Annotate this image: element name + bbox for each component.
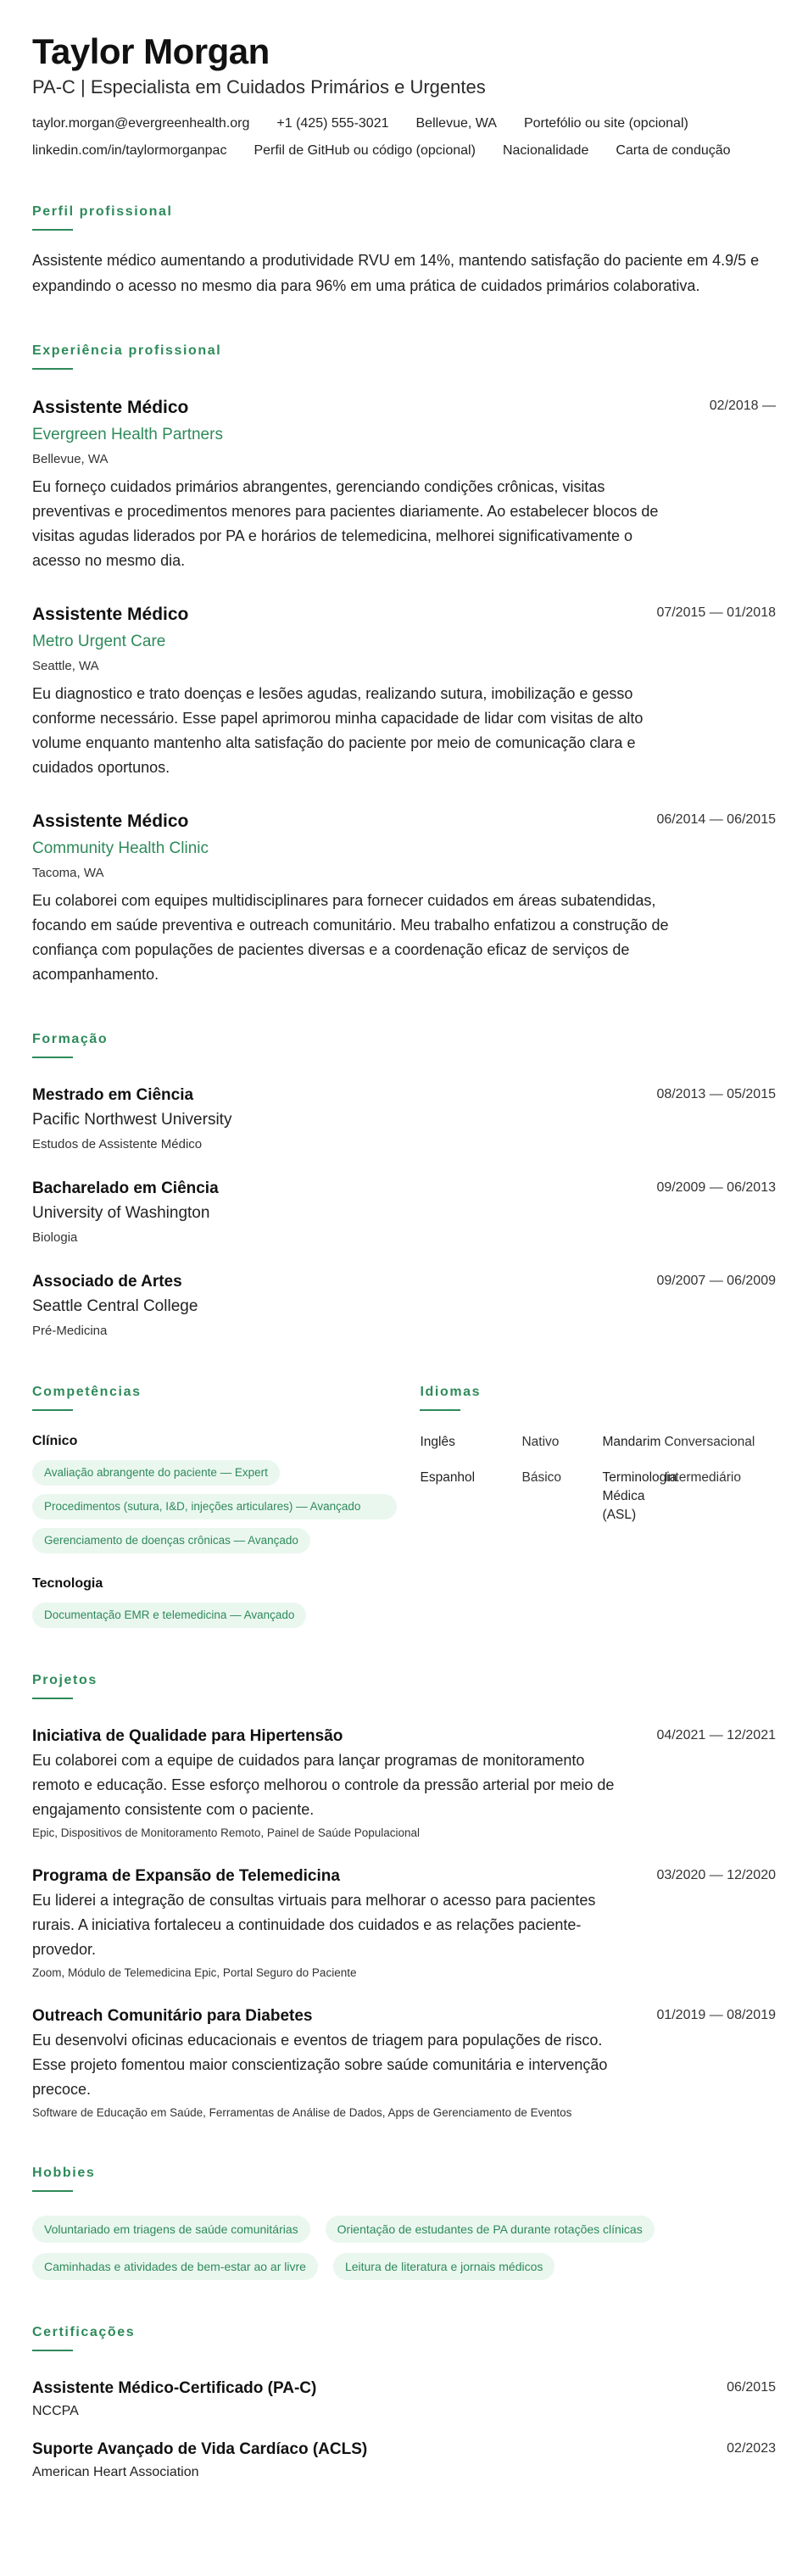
- section-divider: [32, 229, 73, 231]
- job-dates: 07/2015 — 01/2018: [656, 605, 776, 620]
- education-section: [32, 1031, 776, 1340]
- language-name: Espanhol: [420, 1470, 476, 1485]
- skills-languages-row: [32, 1340, 776, 1628]
- project-description: Eu colaborei com a equipe de cuidados para lançar programas de monitoramento remoto e educação. Esse esforço melhorou o controle da pressão arterial por meio de engajamento consistente com o paciente.: [32, 1752, 615, 1818]
- languages-table: [420, 1433, 776, 1525]
- contact-list: [32, 115, 778, 159]
- hobby-tag: Leitura de literatura e jornais médicos: [333, 2253, 554, 2280]
- contact-email[interactable]: taylor.morgan@evergreenhealth.org: [32, 116, 250, 131]
- hobbies-section: [32, 2165, 776, 2280]
- language-level: Básico: [521, 1470, 562, 1485]
- section-divider: [32, 1698, 73, 1699]
- hobby-tag: Orientação de estudantes de PA durante rotações clínicas: [326, 2216, 655, 2243]
- experience-item: [32, 811, 776, 987]
- certification-date: 06/2015: [727, 2380, 776, 2395]
- project-description: Eu liderei a integração de consultas virtuais para melhorar o acesso para pacientes rurais. A iniciativa fortaleceu a continuidade dos cuidados e as relações paciente-provedor.: [32, 1892, 596, 1958]
- hobby-tag: Voluntariado em triagens de saúde comunitárias: [32, 2216, 310, 2243]
- section-title-languages: Idiomas: [420, 1385, 482, 1399]
- project-name: Outreach Comunitário para Diabetes: [32, 2007, 313, 2025]
- job-role: Assistente Médico: [32, 811, 189, 831]
- project-dates: 03/2020 — 12/2020: [656, 1868, 776, 1882]
- education-dates: 09/2009 — 06/2013: [656, 1180, 776, 1195]
- education-dates: 09/2007 — 06/2009: [656, 1274, 776, 1288]
- education-item: [32, 1272, 776, 1340]
- language-name: Mandarim: [602, 1435, 661, 1449]
- job-role: Assistente Médico: [32, 398, 189, 417]
- job-dates: 06/2014 — 06/2015: [656, 812, 776, 827]
- job-dates: 02/2018 —: [709, 399, 776, 413]
- job-company: Evergreen Health Partners: [32, 426, 223, 443]
- experience-section: [32, 343, 776, 987]
- candidate-name: Taylor Morgan: [32, 31, 270, 71]
- project-item: [32, 1726, 776, 1841]
- job-role: Assistente Médico: [32, 605, 189, 624]
- project-technologies: Software de Educação em Saúde, Ferramentas de Análise de Dados, Apps de Gerenciamento de Eventos: [32, 2106, 572, 2119]
- contact-github[interactable]: Perfil de GitHub ou código (opcional): [254, 143, 476, 158]
- education-field: Estudos de Assistente Médico: [32, 1137, 203, 1151]
- certification-item: [32, 2378, 776, 2421]
- language-name: Inglês: [420, 1435, 455, 1449]
- project-technologies: Zoom, Módulo de Telemedicina Epic, Portal Seguro do Paciente: [32, 1966, 357, 1979]
- section-title-experience: Experiência profissional: [32, 343, 222, 358]
- skill-tag: Documentação EMR e telemedicina — Avançado: [32, 1603, 306, 1628]
- education-field: Biologia: [32, 1230, 78, 1245]
- job-description: Eu diagnostico e trato doenças e lesões agudas, realizando sutura, imobilização e gesso conforme necessário. Esse papel aprimorou minha capacidade de lidar com visitas de alto volume enquanto mantenho alta satisfação do paciente por meio de comunicação clara e cuidados oportunos.: [32, 685, 644, 776]
- skill-tag: Avaliação abrangente do paciente — Expert: [32, 1460, 280, 1486]
- project-description: Eu desenvolvi oficinas educacionais e eventos de triagem para populações de risco. Esse projeto fomentou maior conscientização sobre saúde comunitária e intervenção precoce.: [32, 2032, 608, 2098]
- job-location: Seattle, WA: [32, 659, 99, 673]
- skill-category-name: Tecnologia: [32, 1576, 103, 1591]
- education-item: [32, 1179, 776, 1246]
- section-title-skills: Competências: [32, 1385, 142, 1399]
- education-degree: Bacharelado em Ciência: [32, 1179, 219, 1197]
- contact-location: Bellevue, WA: [415, 116, 497, 131]
- education-school: University of Washington: [32, 1204, 210, 1222]
- contact-phone[interactable]: +1 (425) 555-3021: [276, 116, 389, 131]
- language-row: [420, 1433, 776, 1452]
- education-field: Pré-Medicina: [32, 1324, 108, 1338]
- job-company: Community Health Clinic: [32, 839, 209, 857]
- language-level: Nativo: [521, 1435, 560, 1449]
- contact-driving-license: Carta de condução: [616, 143, 731, 158]
- education-degree: Mestrado em Ciência: [32, 1086, 194, 1104]
- job-location: Tacoma, WA: [32, 866, 104, 880]
- project-name: Iniciativa de Qualidade para Hipertensão: [32, 1727, 343, 1745]
- project-name: Programa de Expansão de Telemedicina: [32, 1867, 340, 1885]
- job-description: Eu forneço cuidados primários abrangentes, gerenciando condições crônicas, visitas preventivas e procedimentos menores para pacientes diariamente. Ao estabelecer blocos de visitas agudas liderados por PA e horários de telemedicina, melhorei significativamente o acesso no mesmo dia.: [32, 478, 659, 569]
- section-divider: [32, 2350, 73, 2351]
- certification-date: 02/2023: [727, 2441, 776, 2456]
- language-level: Intermediário: [664, 1470, 741, 1485]
- project-item: [32, 2006, 776, 2121]
- experience-item: [32, 604, 776, 780]
- job-description: Eu colaborei com equipes multidisciplinares para fornecer cuidados em áreas subatendidas, focando em saúde preventiva e outreach comunitário. Meu trabalho enfatizou a construção de confiança com populações de pacientes diversas e a coordenação eficaz de serviços de acompanhamento.: [32, 892, 669, 983]
- skill-tag-list: [32, 1603, 420, 1628]
- section-divider: [32, 368, 73, 370]
- certification-name: Assistente Médico-Certificado (PA-C): [32, 2379, 317, 2397]
- education-degree: Associado de Artes: [32, 1273, 182, 1291]
- project-dates: 01/2019 — 08/2019: [656, 2008, 776, 2022]
- education-school: Seattle Central College: [32, 1297, 198, 1315]
- education-school: Pacific Northwest University: [32, 1111, 232, 1129]
- languages-section: [420, 1340, 776, 1628]
- section-divider: [32, 2190, 73, 2192]
- candidate-headline: PA-C | Especialista em Cuidados Primários e Urgentes: [32, 76, 486, 98]
- resume-header: [32, 31, 776, 159]
- section-divider: [32, 1057, 73, 1058]
- section-title-education: Formação: [32, 1032, 109, 1046]
- certification-issuer: American Heart Association: [32, 2465, 199, 2479]
- education-item: [32, 1085, 776, 1153]
- section-title-projects: Projetos: [32, 1673, 98, 1687]
- hobby-tag: Caminhadas e atividades de bem-estar ao ar livre: [32, 2253, 318, 2280]
- certification-issuer: NCCPA: [32, 2404, 79, 2418]
- contact-linkedin[interactable]: linkedin.com/in/taylormorganpac: [32, 143, 227, 158]
- certification-name: Suporte Avançado de Vida Cardíaco (ACLS): [32, 2440, 368, 2458]
- projects-section: [32, 1672, 776, 2121]
- section-title-hobbies: Hobbies: [32, 2166, 96, 2180]
- certification-item: [32, 2439, 776, 2482]
- section-title-certifications: Certificações: [32, 2325, 136, 2339]
- contact-portfolio[interactable]: Portefólio ou site (opcional): [523, 116, 688, 131]
- language-row: [420, 1469, 776, 1525]
- certifications-section: [32, 2324, 776, 2482]
- summary-text: Assistente médico aumentando a produtividade RVU em 14%, mantendo satisfação do paciente em 4.9/5 e expandindo o acesso no mesmo dia para 96% em uma prática de cuidados primários colaborativa.: [32, 252, 760, 294]
- language-level: Conversacional: [664, 1435, 755, 1449]
- section-divider: [420, 1409, 460, 1411]
- job-location: Bellevue, WA: [32, 452, 109, 466]
- project-technologies: Epic, Dispositivos de Monitoramento Remoto, Painel de Saúde Populacional: [32, 1826, 421, 1839]
- project-dates: 04/2021 — 12/2021: [656, 1728, 776, 1742]
- job-company: Metro Urgent Care: [32, 633, 166, 650]
- experience-item: [32, 397, 776, 573]
- language-name: Terminologia Médica (ASL): [602, 1470, 677, 1522]
- education-dates: 08/2013 — 05/2015: [656, 1087, 776, 1101]
- hobby-tag-list: [32, 2216, 778, 2280]
- skill-category-name: Clínico: [32, 1434, 78, 1448]
- skills-section: [32, 1340, 420, 1628]
- section-title-summary: Perfil profissional: [32, 204, 173, 219]
- skill-tag-list: [32, 1460, 397, 1553]
- contact-nationality: Nacionalidade: [502, 143, 589, 158]
- project-item: [32, 1866, 776, 1981]
- skill-tag: Gerenciamento de doenças crônicas — Avançado: [32, 1528, 310, 1553]
- skill-tag: Procedimentos (sutura, I&D, injeções articulares) — Avançado: [32, 1494, 397, 1519]
- section-divider: [32, 1409, 73, 1411]
- summary-section: [32, 204, 776, 298]
